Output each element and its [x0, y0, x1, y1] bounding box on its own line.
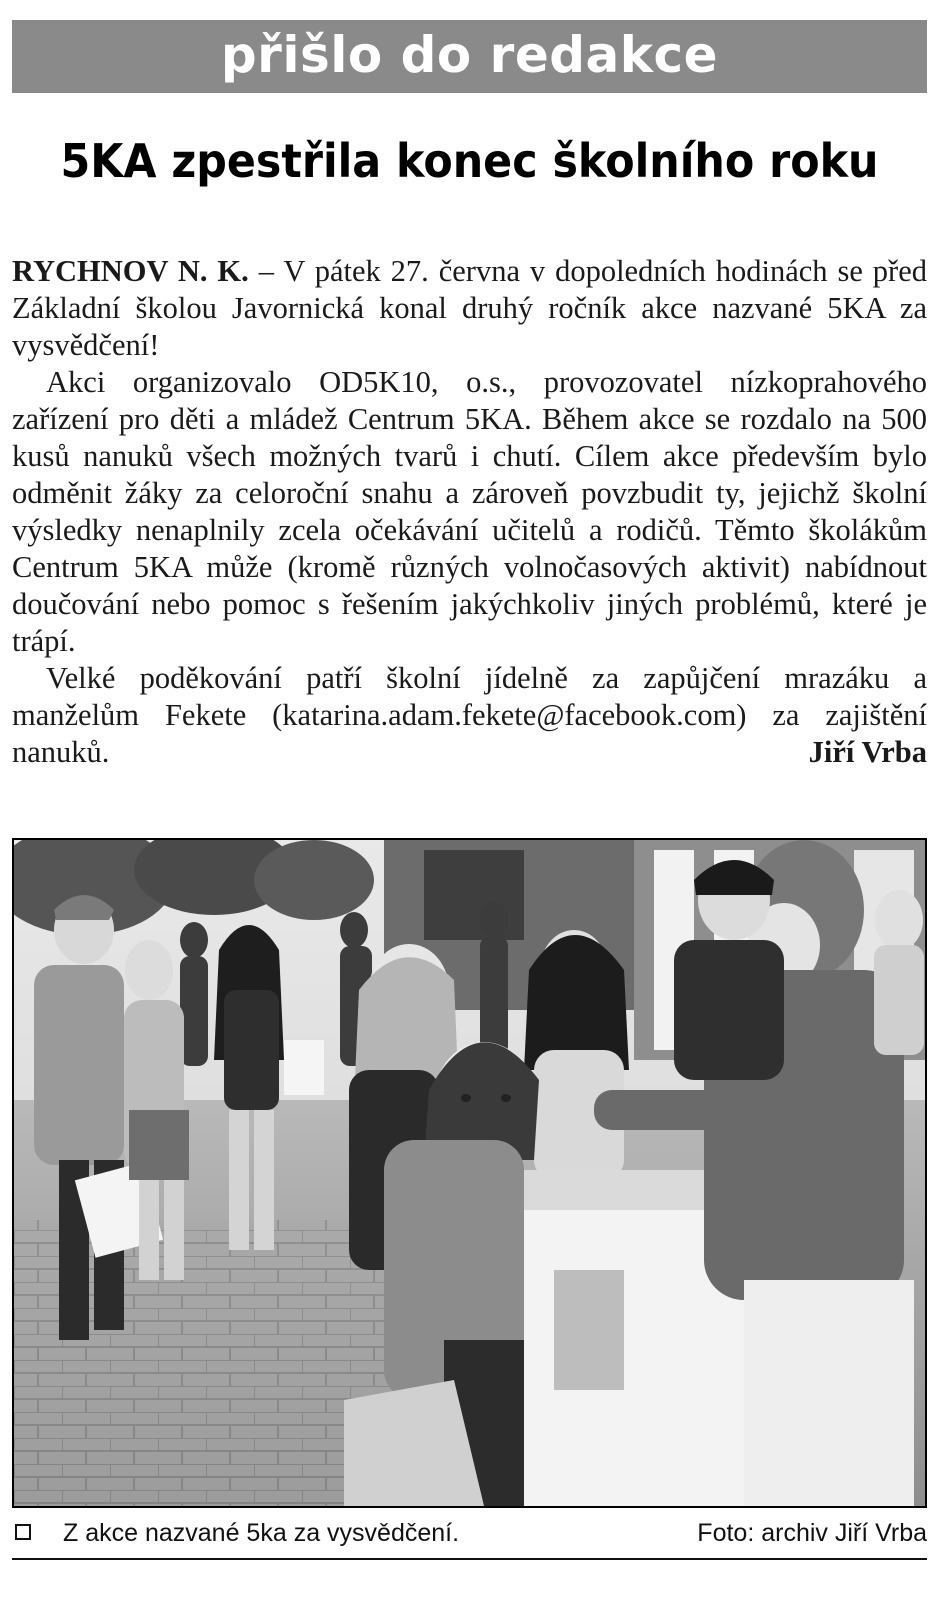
photo-caption-row	[12, 1517, 927, 1549]
section-title: přišlo do redakce	[220, 25, 719, 84]
article-paragraph-3	[12, 660, 927, 771]
bottom-rule	[12, 1558, 927, 1560]
section-header	[12, 20, 927, 93]
caption-box-icon	[15, 1524, 31, 1540]
photo-image	[14, 840, 925, 1506]
paragraph-1-text: – V pátek 27. června v dopoledních hodinách se před Základní školou Javornická konal druhý ročník akce nazvané 5KA za vysvědčení!	[12, 254, 927, 362]
article-paragraph-1	[12, 253, 927, 364]
photo-credit: Foto: archiv Jiří Vrba	[697, 1519, 927, 1547]
paragraph-3-text: Velké poděkování patří školní jídelně za zapůjčení mrazáku a manželům Fekete (katarina.adam.fekete@facebook.com) za zajištění nanuků.	[12, 661, 927, 769]
article-body	[12, 253, 927, 771]
photo-caption: Z akce nazvané 5ka za vysvědčení.	[63, 1519, 460, 1547]
dateline: RYCHNOV N. K.	[12, 254, 249, 288]
article-author: Jiří Vrba	[808, 735, 927, 769]
article-photo	[12, 838, 927, 1508]
article-headline: 5KA zpestřila konec školního roku	[60, 134, 879, 188]
article-paragraph-2: Akci organizovalo OD5K10, o.s., provozovatel nízkoprahového zařízení pro děti a mládež Centrum 5KA. Během akce se rozdalo na 500 kusů nanuků všech možných tvarů i chutí. Cílem akce především bylo odměnit žáky za celoroční snahu a zároveň povzbudit ty, jejichž školní výsledky nenaplnily zcela očekávání učitelů a rodičů. Těmto školákům Centrum 5KA může (kromě různých volnočasových aktivit) nabídnout doučování nebo pomoc s řešením jakýchkoliv jiných problémů, které je trápí.	[12, 365, 927, 658]
